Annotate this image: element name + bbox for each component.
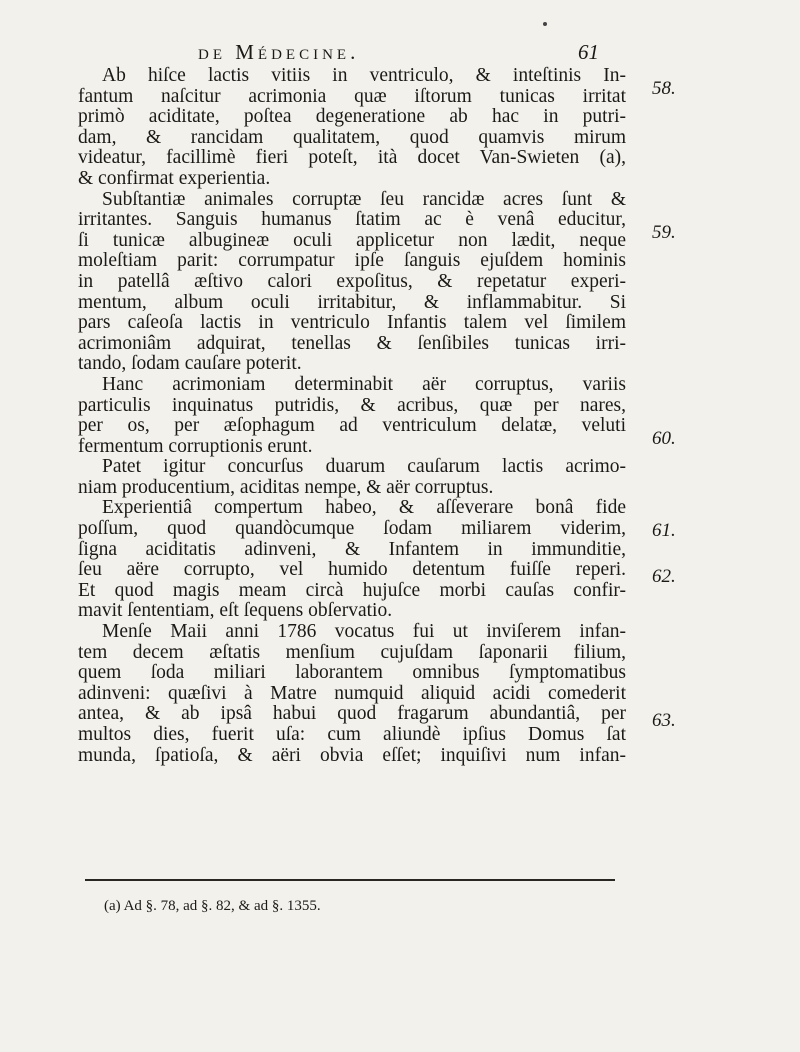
text-line: tem decem æſtatis menſium cujuſdam ſaponarii filium, — [78, 641, 626, 663]
paragraph-63 — [78, 622, 626, 766]
text-line: mentum, album oculi irritabitur, & inflammabitur. Si — [78, 291, 626, 313]
text-line: & confirmat experientia. — [78, 167, 271, 189]
margin-number-62: 62. — [652, 566, 676, 587]
text-line: particulis inquinatus putridis, & acribus, quæ per nares, — [78, 394, 626, 416]
text-line: mavit ſententiam, eſt ſequens obſervatio. — [78, 600, 393, 622]
text-line: Subſtantiæ animales corruptæ ſeu rancidæ acres ſunt & — [102, 188, 626, 210]
text-line: dam, & rancidam qualitatem, quod quamvis mirum — [78, 126, 626, 148]
text-line: primò aciditate, poſtea degeneratione ab hac in putri- — [78, 106, 626, 128]
footnote: (a) Ad §. 78, ad §. 82, & ad §. 1355. — [104, 898, 321, 914]
paragraph-59 — [78, 190, 626, 375]
text-line: niam producentium, aciditas nempe, & aër corruptus. — [78, 476, 494, 498]
ink-speck — [543, 22, 547, 26]
text-line: moleſtiam parit: corrumpatur ipſe ſanguis ejuſdem hominis — [78, 250, 626, 272]
footnote-rule — [85, 879, 615, 881]
text-line: ſi tunicæ albugineæ oculi applicetur non lædit, neque — [78, 229, 626, 251]
page-number: 61 — [578, 40, 599, 64]
running-head-title: de Médecine. — [198, 40, 360, 64]
text-line: munda, ſpatioſa, & aëri obvia eſſet; inquiſivi num infan- — [78, 744, 626, 766]
text-line: fermentum corruptionis erunt. — [78, 435, 313, 457]
text-line: poſſum, quod quandòcumque ſodam miliarem viderim, — [78, 518, 626, 540]
paragraph-62 — [78, 498, 626, 622]
text-line: Patet igitur concurſus duarum cauſarum lactis acrimo- — [102, 456, 626, 478]
text-line: acrimoniâm adquirat, tenellas & ſenſibiles tunicas irri- — [78, 332, 626, 354]
text-line: Experientiâ compertum habeo, & aſſeverare bonâ fide — [102, 497, 626, 519]
text-line: ſeu aëre corrupto, vel humido detentum fuiſſe reperi. — [78, 559, 626, 581]
margin-number-63: 63. — [652, 710, 676, 731]
paragraph-60 — [78, 375, 626, 457]
text-line: adinveni: quæſivi à Matre numquid aliquid acidi comederit — [78, 682, 626, 704]
text-line: Menſe Maii anni 1786 vocatus fui ut inviſerem infan- — [102, 621, 626, 643]
text-line: in patellâ æſtivo calori expoſitus, & repetatur experi- — [78, 270, 626, 292]
text-line: antea, & ab ipsâ habui quod fragarum abundantiâ, per — [78, 703, 626, 725]
paragraph-61 — [78, 457, 626, 498]
text-line: fantum naſcitur acrimonia quæ iſtorum tunicas irritat — [78, 85, 626, 107]
main-text — [78, 66, 626, 766]
margin-number-61: 61. — [652, 520, 676, 541]
margin-number-59: 59. — [652, 222, 676, 243]
text-line: Hanc acrimoniam determinabit aër corruptus, variis — [102, 373, 626, 395]
text-line: pars caſeoſa lactis in ventriculo Infantis talem vel ſimilem — [78, 312, 626, 334]
text-line: tando, ſodam cauſare poterit. — [78, 353, 302, 375]
margin-number-60: 60. — [652, 428, 676, 449]
text-line: videatur, facillimè fieri poteſt, ità docet Van-Swieten (a), — [78, 147, 626, 169]
paragraph-58 — [78, 66, 626, 190]
text-line: irritantes. Sanguis humanus ſtatim ac è venâ educitur, — [78, 209, 626, 231]
text-line: per os, per æſophagum ad ventriculum delatæ, veluti — [78, 415, 626, 437]
margin-number-58: 58. — [652, 78, 676, 99]
text-line: multos dies, fuerit uſa: cum aliundè ipſius Domus ſat — [78, 724, 626, 745]
text-line: Et quod magis meam circà hujuſce morbi cauſas confir- — [78, 579, 626, 601]
text-line: Ab hiſce lactis vitiis in ventriculo, & inteſtinis In- — [102, 65, 626, 86]
text-line: quem ſoda miliari laborantem omnibus ſymptomatibus — [78, 662, 626, 684]
text-line: ſigna aciditatis adinveni, & Infantem in immunditie, — [78, 538, 626, 560]
